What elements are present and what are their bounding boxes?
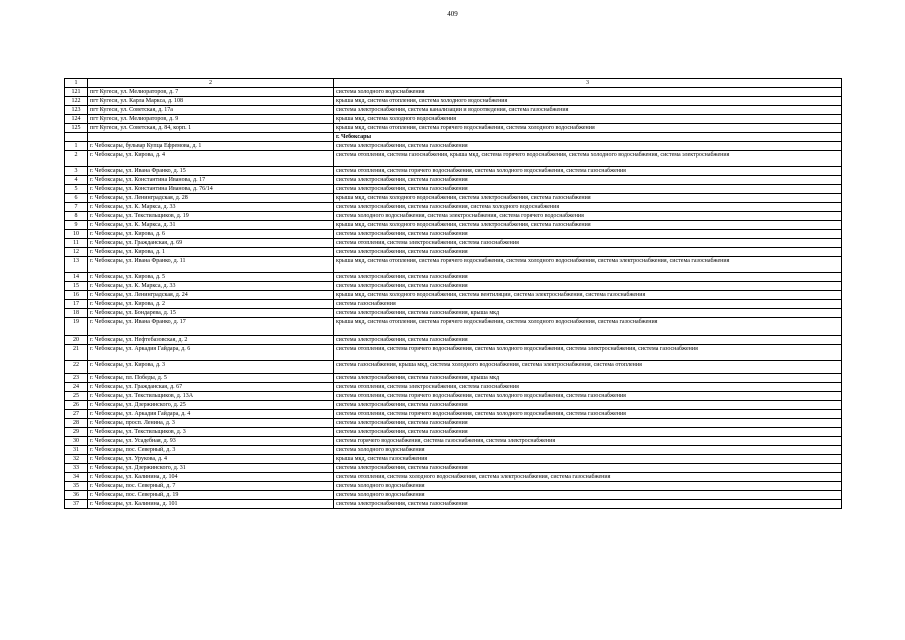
row-address: г. Чебоксары, ул. Константина Иванова, д. 17 (88, 176, 334, 185)
row-number: 12 (65, 248, 88, 257)
row-address: г. Чебоксары, ул. Текстильщиков, д. 3 (88, 428, 334, 437)
row-work: система отопления, система электроснабжения, система газоснабжения (334, 239, 842, 248)
row-number: 125 (65, 124, 88, 133)
row-address: г. Чебоксары, ул. Нефтебазовская, д. 2 (88, 336, 334, 345)
row-work: система горячего водоснабжения, система газоснабжения, система электроснабжения (334, 437, 842, 446)
row-address: г. Чебоксары, пос. Северный, д. 3 (88, 446, 334, 455)
row-work: крыша мкд, система холодного водоснабжения, система электроснабжения, система газоснабжения (334, 221, 842, 230)
row-work: система отопления, система горячего водоснабжения, система холодного водоснабжения, система газоснабжения (334, 392, 842, 401)
page-number: 409 (447, 10, 458, 18)
row-address: г. Чебоксары, ул. Дзержинского, д. 31 (88, 464, 334, 473)
row-work: система холодного водоснабжения (334, 491, 842, 500)
row-work: крыша мкд, система отопления, система горячего водоснабжения, система холодного водоснабжения, система электроснабжения, система газоснабжения (334, 257, 842, 273)
row-address: г. Чебоксары, ул. Ивана Франко, д. 11 (88, 257, 334, 273)
row-work: крыша мкд, система отопления, система горячего водоснабжения, система холодного водоснабжения (334, 124, 842, 133)
row-work: система электроснабжения, система газоснабжения (334, 464, 842, 473)
table-row (65, 446, 842, 455)
row-number: 23 (65, 374, 88, 383)
row-work: система отопления, система горячего водоснабжения, система холодного водоснабжения, система газоснабжения (334, 167, 842, 176)
row-address: г. Чебоксары, ул. Кирова, д. 3 (88, 361, 334, 374)
row-number: 10 (65, 230, 88, 239)
table-row (65, 309, 842, 318)
table-row (65, 437, 842, 446)
row-work: крыша мкд, система газоснабжения (334, 455, 842, 464)
row-work: система холодного водоснабжения, система электроснабжения, система горячего водоснабжения (334, 212, 842, 221)
row-work: система электроснабжения, система газоснабжения (334, 185, 842, 194)
table-row (65, 124, 842, 133)
row-work: крыша мкд, система отопления, система холодного водоснабжения (334, 97, 842, 106)
table-row (65, 383, 842, 392)
row-number: 26 (65, 401, 88, 410)
column-header-address: 2 (88, 79, 334, 88)
row-work: система холодного водоснабжения (334, 88, 842, 97)
row-address: г. Чебоксары, ул. Текстильщиков, д. 19 (88, 212, 334, 221)
row-work: система электроснабжения, система газоснабжения (334, 176, 842, 185)
table-row (65, 410, 842, 419)
row-number: 27 (65, 410, 88, 419)
row-number: 6 (65, 194, 88, 203)
row-number: 9 (65, 221, 88, 230)
row-number: 18 (65, 309, 88, 318)
row-number: 31 (65, 446, 88, 455)
row-number: 11 (65, 239, 88, 248)
row-number: 4 (65, 176, 88, 185)
row-work: система электроснабжения, система газоснабжения (334, 336, 842, 345)
row-work: система отопления, система электроснабжения, система газоснабжения (334, 383, 842, 392)
table-row (65, 142, 842, 151)
row-work: система электроснабжения, система газоснабжения, система холодного водоснабжения (334, 203, 842, 212)
row-address: г. Чебоксары, ул. К. Маркса, д. 33 (88, 203, 334, 212)
row-address: г. Чебоксары, ул. Гражданская, д. 69 (88, 239, 334, 248)
table-row (65, 203, 842, 212)
row-address: г. Чебоксары, ул. Гражданская, д. 67 (88, 383, 334, 392)
table-row (65, 482, 842, 491)
section-address-cell (88, 133, 334, 142)
row-work: система электроснабжения, система газоснабжения (334, 248, 842, 257)
row-address: г. Чебоксары, бульвар Купца Ефремова, д. 1 (88, 142, 334, 151)
table-row (65, 392, 842, 401)
table-row (65, 273, 842, 282)
row-address: г. Чебоксары, ул. Кирова, д. 1 (88, 248, 334, 257)
row-address: г. Чебоксары, ул. Аркадия Гайдара, д. 4 (88, 410, 334, 419)
row-work: система холодного водоснабжения (334, 446, 842, 455)
row-work: система газоснабжения (334, 300, 842, 309)
row-address: г. Чебоксары, ул. Ленинградская, д. 28 (88, 194, 334, 203)
row-number: 17 (65, 300, 88, 309)
row-work: система электроснабжения, система газоснабжения (334, 273, 842, 282)
table-body (65, 79, 842, 509)
row-address: г. Чебоксары, ул. Ленинградская, д. 24 (88, 291, 334, 300)
table-row (65, 282, 842, 291)
row-work: система электроснабжения, система газоснабжения (334, 282, 842, 291)
row-number: 122 (65, 97, 88, 106)
table-row (65, 428, 842, 437)
table-row (65, 176, 842, 185)
table-row (65, 336, 842, 345)
table-row (65, 212, 842, 221)
row-number: 1 (65, 142, 88, 151)
column-header-work: 3 (334, 79, 842, 88)
row-address: пгт Кугеси, ул. Мелиораторов, д. 9 (88, 115, 334, 124)
row-address: г. Чебоксары, ул. Ивана Франко, д. 15 (88, 167, 334, 176)
table-row (65, 318, 842, 336)
row-work: система отопления, система газоснабжения, крыша мкд, система горячего водоснабжения, система холодного водоснабжения, система электроснабжения (334, 151, 842, 167)
repair-table (64, 78, 842, 509)
row-address: г. Чебоксары, ул. Аркадия Гайдара, д. 6 (88, 345, 334, 361)
row-work: система электроснабжения, система газоснабжения, крыша мкд (334, 374, 842, 383)
row-work: система электроснабжения, система канализации и водоотведения, система газоснабжения (334, 106, 842, 115)
row-work: крыша мкд, система холодного водоснабжения, система электроснабжения, система газоснабжения (334, 194, 842, 203)
row-address: г. Чебоксары, ул. Дзержинского, д. 25 (88, 401, 334, 410)
row-address: г. Чебоксары, ул. Урукова, д. 4 (88, 455, 334, 464)
section-number-cell (65, 133, 88, 142)
row-address: г. Чебоксары, ул. Бондарева, д. 15 (88, 309, 334, 318)
row-number: 37 (65, 500, 88, 509)
row-address: г. Чебоксары, ул. Кирова, д. 5 (88, 273, 334, 282)
row-address: г. Чебоксары, ул. Ивана Франко, д. 17 (88, 318, 334, 336)
row-number: 124 (65, 115, 88, 124)
table-row (65, 221, 842, 230)
row-number: 7 (65, 203, 88, 212)
table-row (65, 374, 842, 383)
table-row (65, 361, 842, 374)
table-row (65, 97, 842, 106)
table-row (65, 491, 842, 500)
row-work: крыша мкд, система отопления, система горячего водоснабжения, система холодного водоснабжения, система газоснабжения (334, 318, 842, 336)
row-address: г. Чебоксары, ул. К. Маркса, д. 31 (88, 221, 334, 230)
row-address: пгт Кугеси, ул. Мелиораторов, д. 7 (88, 88, 334, 97)
row-address: г. Чебоксары, ул. Усадебная, д. 93 (88, 437, 334, 446)
row-number: 14 (65, 273, 88, 282)
table-row (65, 291, 842, 300)
row-number: 16 (65, 291, 88, 300)
row-number: 36 (65, 491, 88, 500)
row-work: система электроснабжения, система газоснабжения (334, 419, 842, 428)
row-number: 29 (65, 428, 88, 437)
table-row (65, 185, 842, 194)
table-row (65, 194, 842, 203)
row-work: крыша мкд, система холодного водоснабжения, система вентиляции, система электроснабжения, система газоснабжения (334, 291, 842, 300)
row-address: пгт Кугеси, ул. Советская, д. 17а (88, 106, 334, 115)
section-row (65, 133, 842, 142)
row-work: система электроснабжения, система газоснабжения (334, 500, 842, 509)
row-number: 2 (65, 151, 88, 167)
table-row (65, 401, 842, 410)
row-number: 13 (65, 257, 88, 273)
row-number: 32 (65, 455, 88, 464)
row-address: г. Чебоксары, ул. Кирова, д. 2 (88, 300, 334, 309)
row-work: система электроснабжения, система газоснабжения, крыша мкд (334, 309, 842, 318)
table-row (65, 167, 842, 176)
row-work: система отопления, система горячего водоснабжения, система холодного водоснабжения, система электроснабжения, система газоснабжения (334, 345, 842, 361)
section-title: г. Чебоксары (334, 133, 842, 142)
row-number: 15 (65, 282, 88, 291)
row-number: 20 (65, 336, 88, 345)
row-number: 19 (65, 318, 88, 336)
row-work: система холодного водоснабжения (334, 482, 842, 491)
row-address: г. Чебоксары, ул. Текстильщиков, д. 13А (88, 392, 334, 401)
row-address: г. Чебоксары, ул. К. Маркса, д. 33 (88, 282, 334, 291)
row-address: г. Чебоксары, пл. Победы, д. 5 (88, 374, 334, 383)
row-address: г. Чебоксары, ул. Кирова, д. 6 (88, 230, 334, 239)
row-number: 30 (65, 437, 88, 446)
row-work: система электроснабжения, система газоснабжения (334, 230, 842, 239)
table-row (65, 419, 842, 428)
row-address: г. Чебоксары, ул. Калинина, д. 104 (88, 473, 334, 482)
row-address: г. Чебоксары, ул. Кирова, д. 4 (88, 151, 334, 167)
table-row (65, 464, 842, 473)
table-row (65, 257, 842, 273)
table-row (65, 106, 842, 115)
row-number: 35 (65, 482, 88, 491)
row-number: 24 (65, 383, 88, 392)
row-address: г. Чебоксары, пос. Северный, д. 19 (88, 491, 334, 500)
table-row (65, 300, 842, 309)
table-row (65, 455, 842, 464)
row-number: 3 (65, 167, 88, 176)
table-row (65, 230, 842, 239)
row-work: система электроснабжения, система газоснабжения (334, 428, 842, 437)
table-row (65, 115, 842, 124)
row-number: 25 (65, 392, 88, 401)
row-address: пгт Кугеси, ул. Карла Маркса, д. 108 (88, 97, 334, 106)
row-number: 123 (65, 106, 88, 115)
table-header-row (65, 79, 842, 88)
row-number: 33 (65, 464, 88, 473)
row-address: г. Чебоксары, просп. Ленина, д. 3 (88, 419, 334, 428)
table-row (65, 500, 842, 509)
table-row (65, 151, 842, 167)
row-number: 121 (65, 88, 88, 97)
row-work: система электроснабжения, система газоснабжения (334, 401, 842, 410)
table-row (65, 248, 842, 257)
column-header-number: 1 (65, 79, 88, 88)
row-address: г. Чебоксары, ул. Калинина, д. 101 (88, 500, 334, 509)
row-number: 22 (65, 361, 88, 374)
row-work: система отопления, система горячего водоснабжения, система холодного водоснабжения, система газоснабжения (334, 410, 842, 419)
row-address: г. Чебоксары, ул. Константина Иванова, д. 76/14 (88, 185, 334, 194)
table-row (65, 473, 842, 482)
row-work: система отопления, система холодного водоснабжения, система электроснабжения, система газоснабжения (334, 473, 842, 482)
row-work: система электроснабжения, система газоснабжения (334, 142, 842, 151)
table-row (65, 239, 842, 248)
row-number: 8 (65, 212, 88, 221)
row-work: система газоснабжения, крыша мкд, система холодного водоснабжения, система электроснабжения, система отопления (334, 361, 842, 374)
row-number: 34 (65, 473, 88, 482)
table-row (65, 88, 842, 97)
table-row (65, 345, 842, 361)
row-number: 5 (65, 185, 88, 194)
row-work: крыша мкд, система холодного водоснабжения (334, 115, 842, 124)
row-number: 21 (65, 345, 88, 361)
row-address: г. Чебоксары, пос. Северный, д. 7 (88, 482, 334, 491)
row-address: пгт Кугеси, ул. Советская, д. 84, корп. 1 (88, 124, 334, 133)
row-number: 28 (65, 419, 88, 428)
